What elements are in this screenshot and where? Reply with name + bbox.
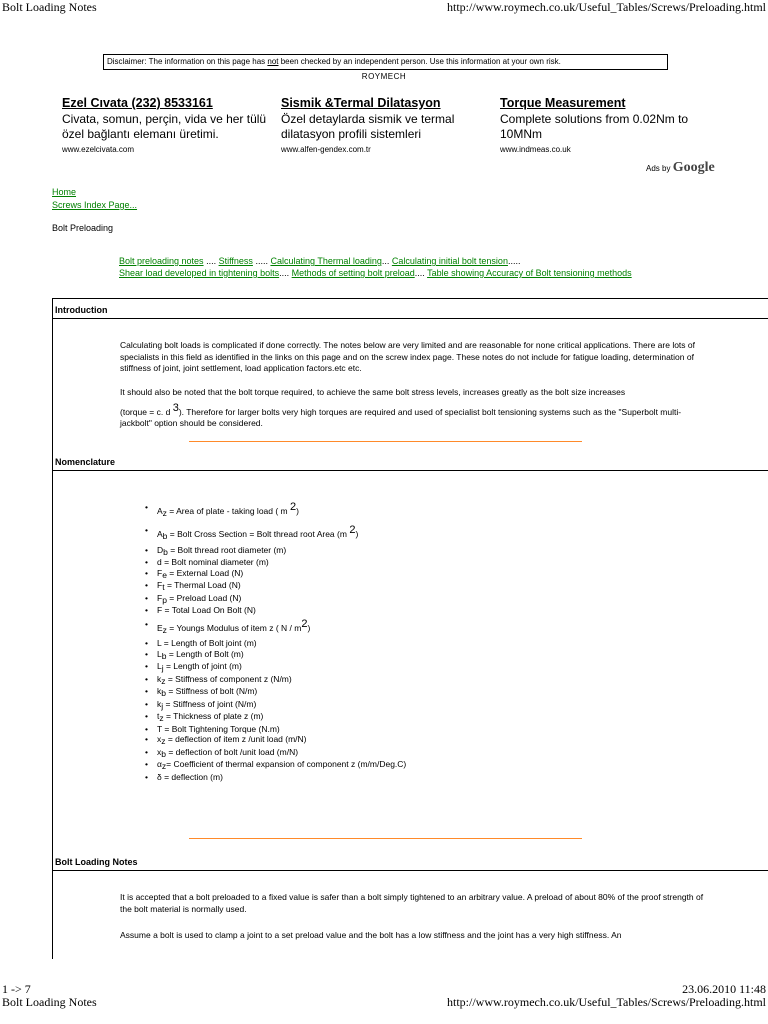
list-item: • $x_b$ = deflection of bolt /unit load (m/N) xyxy=(145,747,406,760)
list-item: • $F_t$ = Thermal Load (N) xyxy=(145,580,406,593)
ad-url[interactable]: www.alfen-gendex.com.tr xyxy=(281,145,371,154)
ad-description: Özel detaylarda sismik ve termal dilatasyon profili sistemleri xyxy=(281,112,455,141)
toc-separator: .... xyxy=(203,256,219,266)
disclaimer-text-pre: Disclaimer: The information on this page has xyxy=(107,57,268,66)
list-item: • $A_b$ = Bolt Cross Section = Bolt thread root Area (m $^2$) xyxy=(145,522,406,545)
toc-separator: .... xyxy=(279,268,292,278)
ads-by-label: Ads by xyxy=(646,164,671,173)
toc-link-initial-tension[interactable]: Calculating initial bolt tension xyxy=(391,256,508,266)
ads-by-google[interactable] xyxy=(646,160,715,176)
screws-index-link[interactable]: Screws Index Page... xyxy=(52,200,138,210)
intro-paragraph-3 xyxy=(120,403,708,430)
print-header-title: Bolt Loading Notes xyxy=(2,0,97,14)
site-name: ROYMECH xyxy=(361,72,407,81)
list-item: • $L_b$ = Length of Bolt (m) xyxy=(145,649,406,662)
list-item: • $L_j$ = Length of joint (m) xyxy=(145,661,406,674)
toc-separator: ..... xyxy=(252,256,271,266)
ad-description: Civata, somun, perçin, vida ve her tülü özel bağlantı elemanı üretimi. xyxy=(62,112,267,141)
orange-rule xyxy=(189,838,582,839)
introduction-heading: Introduction xyxy=(55,305,108,315)
list-item: • $k_z$ = Stiffness of component z (N/m) xyxy=(145,674,406,687)
print-footer-page: 1 -> 7 xyxy=(2,982,31,996)
page-title: Bolt Preloading xyxy=(52,223,114,233)
section-divider xyxy=(53,470,768,471)
intro-paragraph-2: It should also be noted that the bolt torque required, to achieve the same bolt stress levels, increases greatly as the bolt size increases xyxy=(120,387,626,397)
toc-separator: .... xyxy=(414,268,428,278)
print-header-url: http://www.roymech.co.uk/Useful_Tables/Screws/Preloading.html xyxy=(447,0,766,14)
ad-block-2[interactable] xyxy=(281,96,491,154)
torque-formula-post: ). Therefore for larger bolts very high torques are required and used of specialist bolt tensioning systems such as the "Superbolt multi-jackbolt" option should be considered. xyxy=(120,406,682,429)
ad-title[interactable]: Ezel Cıvata (232) 8533161 xyxy=(62,96,213,110)
torque-formula-pre: (torque = c. d xyxy=(120,406,173,417)
toc-link-stiffness[interactable]: Stiffness xyxy=(218,256,253,266)
list-item: • $t_z$ = Thickness of plate z (m) xyxy=(145,711,406,724)
toc-separator: ..... xyxy=(507,256,521,266)
print-footer-url: http://www.roymech.co.uk/Useful_Tables/Screws/Preloading.html xyxy=(447,995,766,1009)
list-item: • $F_e$ = External Load (N) xyxy=(145,568,406,581)
bolt-loading-paragraph-2: Assume a bolt is used to clamp a joint to a set preload value and the bolt has a low stiffness and the joint has a very high stiffness. An xyxy=(120,930,622,940)
toc-link-accuracy-table[interactable]: Table showing Accuracy of Bolt tensioning methods xyxy=(427,268,632,278)
list-item: • δ = deflection (m) xyxy=(145,772,406,783)
toc-separator: ... xyxy=(381,256,392,266)
disclaimer-text-not: not xyxy=(267,57,279,66)
list-item: • $A_z$ = Area of plate - taking load ( m $^2$) xyxy=(145,499,406,522)
section-divider xyxy=(53,318,768,319)
intro-paragraph-1: Calculating bolt loads is complicated if done correctly. The notes below are very limited and are reasonable for none critical applications. There are lots of specialists in this field as identified in the links on this page and on the screw index page. These notes do not include for fatigue loading, determination of stiffness of joint, joint settlement, load application factors.etc etc. xyxy=(120,340,695,373)
ad-title[interactable]: Torque Measurement xyxy=(500,96,626,110)
toc-line-2 xyxy=(119,268,632,278)
section-divider xyxy=(53,870,768,871)
list-item: • $k_b$ = Stiffness of bolt (N/m) xyxy=(145,686,406,699)
toc-link-preload-methods[interactable]: Methods of setting bolt preload xyxy=(291,268,415,278)
google-logo: Google xyxy=(672,160,715,175)
torque-formula-exponent: 3 xyxy=(172,402,179,414)
ad-title[interactable]: Sismik &Termal Dilatasyon xyxy=(281,96,441,110)
list-item: • $k_j$ = Stiffness of joint (N/m) xyxy=(145,699,406,712)
list-item: • $\alpha_z=$ Coefficient of thermal expansion of component z (m/m/Deg.C) xyxy=(145,759,406,772)
home-link[interactable]: Home xyxy=(52,187,77,197)
print-footer-datetime: 23.06.2010 11:48 xyxy=(682,982,766,996)
toc-link-shear-load[interactable]: Shear load developed in tightening bolts xyxy=(119,268,280,278)
toc-line-1 xyxy=(119,256,520,266)
ad-block-1[interactable] xyxy=(62,96,272,154)
bolt-loading-heading: Bolt Loading Notes xyxy=(55,857,138,867)
ad-block-3[interactable] xyxy=(500,96,710,154)
ad-description: Complete solutions from 0.02Nm to 10MNm xyxy=(500,112,689,141)
list-item: • F = Total Load On Bolt (N) xyxy=(145,605,406,616)
list-item: • d = Bolt nominal diameter (m) xyxy=(145,557,406,568)
disclaimer-box xyxy=(103,54,668,70)
list-item: • $F_p$ = Preload Load (N) xyxy=(145,593,406,606)
print-footer-title: Bolt Loading Notes xyxy=(2,995,97,1009)
bolt-loading-paragraph-1: It is accepted that a bolt preloaded to a fixed value is safer than a bolt simply tightened to an arbitrary value. A preload of about 80% of the proof strength of the bolt material is normally used. xyxy=(120,892,704,914)
orange-rule xyxy=(189,441,582,442)
list-item: • T = Bolt Tightening Torque (N.m) xyxy=(145,724,406,735)
nomenclature-list xyxy=(145,499,406,782)
content-panel xyxy=(52,298,768,959)
list-item: • $D_b$ = Bolt thread root diameter (m) xyxy=(145,545,406,558)
ad-url[interactable]: www.indmeas.co.uk xyxy=(500,145,571,154)
disclaimer-text-post: been checked by an independent person. Use this information at your own risk. xyxy=(278,57,561,66)
ad-url[interactable]: www.ezelcivata.com xyxy=(62,145,135,154)
list-item: • $E_z$ = Youngs Modulus of item z ( N / $m^2$) xyxy=(145,616,406,639)
list-item: • L = Length of Bolt joint (m) xyxy=(145,638,406,649)
toc-link-preloading-notes[interactable]: Bolt preloading notes xyxy=(119,256,204,266)
list-item: • $x_z$ = deflection of item z /unit load (m/N) xyxy=(145,734,406,747)
nomenclature-heading: Nomenclature xyxy=(55,457,116,467)
toc-link-thermal-loading[interactable]: Calculating Thermal loading xyxy=(270,256,382,266)
